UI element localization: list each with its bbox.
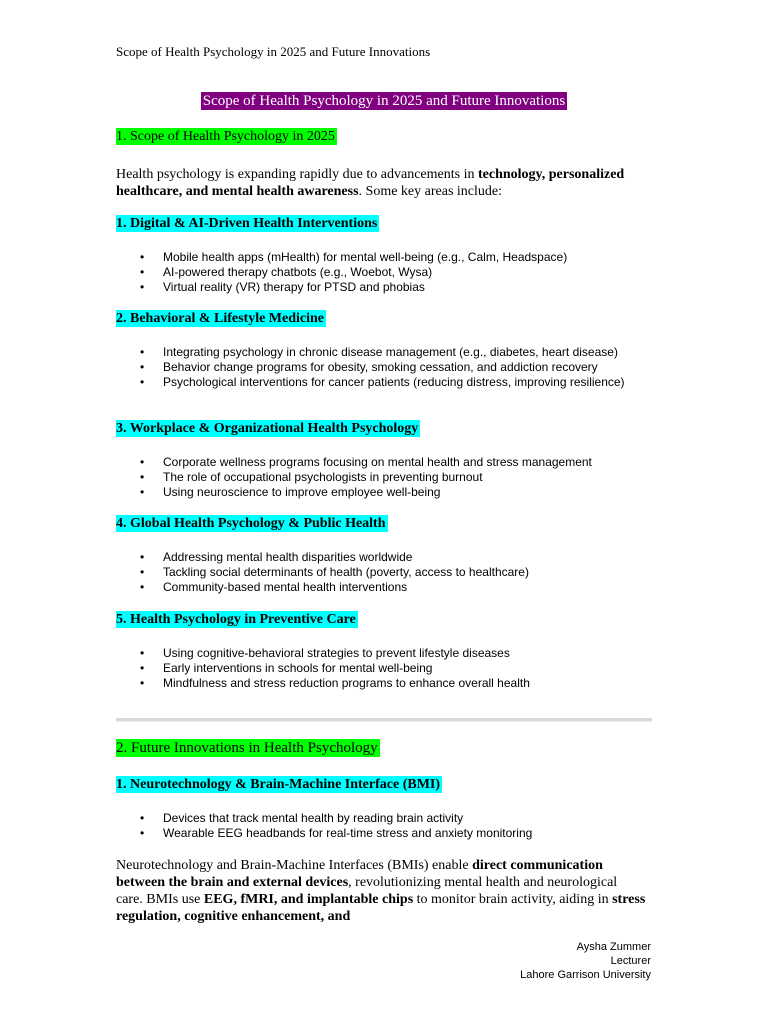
list-item: • Tackling social determinants of health (poverty, access to healthcare) — [116, 565, 661, 580]
bullet-list-preventive-care — [116, 646, 661, 691]
list-item: • Community-based mental health interventions — [116, 580, 661, 595]
section-1-heading — [116, 129, 337, 145]
paragraph-text: to monitor brain activity, aiding in — [413, 892, 613, 907]
list-item: • Integrating psychology in chronic disease management (e.g., diabetes, heart disease) — [116, 345, 661, 360]
paragraph-text: Neurotechnology and Brain-Machine Interfaces (BMIs) enable — [116, 858, 473, 873]
subsection-heading-text: 3. Workplace & Organizational Health Psychology — [116, 421, 419, 436]
intro-text-end: . Some key areas include: — [358, 184, 502, 199]
neurotech-paragraph — [116, 857, 646, 925]
list-item: • Wearable EEG headbands for real-time stress and anxiety monitoring — [116, 826, 661, 841]
bullet-list-workplace — [116, 455, 661, 500]
subsection-heading-behavioral — [116, 311, 326, 327]
subsection-heading-digital-ai — [116, 216, 379, 232]
subsection-heading-workplace — [116, 421, 420, 437]
list-item: • Addressing mental health disparities worldwide — [116, 550, 661, 565]
subsection-heading-text: 2. Behavioral & Lifestyle Medicine — [116, 311, 325, 326]
footer-role: Lecturer — [610, 955, 651, 967]
subsection-heading-neurotechnology — [116, 777, 442, 793]
paragraph-bold-text: stress regulation, cognitive enhancement, and — [116, 892, 646, 924]
bullet-list-global-health — [116, 550, 661, 595]
list-item: • Behavior change programs for obesity, smoking cessation, and addiction recovery — [116, 360, 661, 375]
list-item: • Mindfulness and stress reduction programs to enhance overall health — [116, 676, 661, 691]
list-item: • Devices that track mental health by reading brain activity — [116, 811, 661, 826]
section-1-heading-text: 1. Scope of Health Psychology in 2025 — [116, 129, 335, 144]
list-item: • AI-powered therapy chatbots (e.g., Woebot, Wysa) — [116, 265, 661, 280]
document-title-container — [0, 92, 768, 110]
subsection-heading-text: 1. Neurotechnology & Brain-Machine Interface (BMI) — [116, 777, 441, 792]
subsection-heading-preventive-care — [116, 612, 358, 628]
list-item: • Using neuroscience to improve employee well-being — [116, 485, 661, 500]
subsection-heading-text: 5. Health Psychology in Preventive Care — [116, 612, 356, 627]
paragraph-bold-text: direct communication between the brain and external devices — [116, 858, 603, 890]
intro-paragraph — [116, 166, 646, 200]
list-item: • The role of occupational psychologists in preventing burnout — [116, 470, 661, 485]
list-item: • Virtual reality (VR) therapy for PTSD and phobias — [116, 280, 661, 295]
list-item: • Mobile health apps (mHealth) for mental well-being (e.g., Calm, Headspace) — [116, 250, 661, 265]
list-item: • Corporate wellness programs focusing on mental health and stress management — [116, 455, 661, 470]
paragraph-bold-text: EEG, fMRI, and implantable chips — [203, 892, 414, 907]
intro-text: Health psychology is expanding rapidly due to advancements in — [116, 167, 478, 182]
document-title: Scope of Health Psychology in 2025 and Future Innovations — [202, 93, 566, 109]
bullet-list-neurotechnology — [116, 811, 661, 841]
horizontal-divider — [116, 718, 652, 722]
bullet-list-behavioral — [116, 345, 661, 390]
subsection-heading-global-health — [116, 516, 388, 532]
bullet-list-digital-ai — [116, 250, 661, 295]
footer-organization: Lahore Garrison University — [520, 969, 651, 981]
footer-signature — [520, 940, 651, 982]
list-item: • Early interventions in schools for mental well-being — [116, 661, 661, 676]
footer-name: Aysha Zummer — [576, 941, 651, 953]
page-header: Scope of Health Psychology in 2025 and Future Innovations — [116, 44, 431, 59]
list-item: • Using cognitive-behavioral strategies to prevent lifestyle diseases — [116, 646, 661, 661]
list-item: • Psychological interventions for cancer patients (reducing distress, improving resilience) — [116, 375, 661, 390]
subsection-heading-text: 4. Global Health Psychology & Public Health — [116, 516, 386, 531]
intro-bold-text: technology, personalized healthcare, and mental health awareness — [116, 167, 625, 199]
subsection-heading-text: 1. Digital & AI-Driven Health Interventions — [116, 216, 378, 231]
paragraph-text: , revolutionizing mental health and neurological care. BMIs use — [116, 875, 618, 907]
section-2-heading — [116, 740, 380, 757]
section-2-heading-text: 2. Future Innovations in Health Psychology — [116, 740, 378, 756]
